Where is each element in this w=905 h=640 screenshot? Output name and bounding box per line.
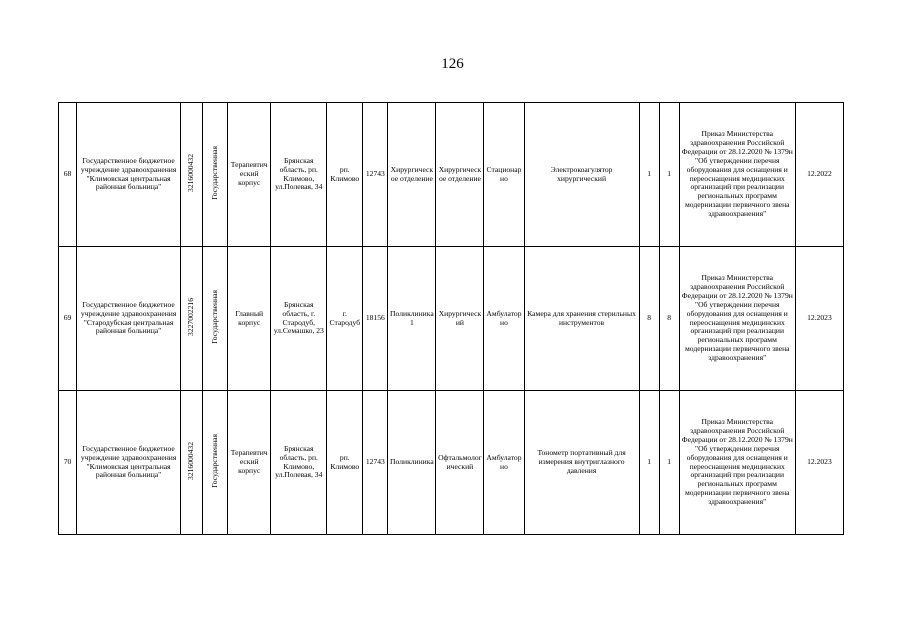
inn-value: 3227002216 — [186, 298, 196, 336]
locality: рп. Климово — [327, 391, 363, 535]
inn-value: 3216000432 — [186, 442, 196, 480]
regulation-order: Приказ Министерства здравоохранения Российской Федерации от 28.12.2020 № 1379н "Об утверждении перечня оборудования для оснащения и переоснащения медицинских организаций при реализации региональных программ модернизации первичного звена здравоохранения" — [679, 391, 795, 535]
unit-name: Поликлиника — [388, 391, 436, 535]
unit-name: Хирургическое отделение — [388, 103, 436, 247]
regulation-order: Приказ Министерства здравоохранения Российской Федерации от 28.12.2020 № 1379н "Об утверждении перечня оборудования для оснащения и переоснащения медицинских организаций при реализации региональных программ модернизации первичного звена здравоохранения" — [679, 247, 795, 391]
code: 12743 — [363, 103, 388, 247]
care-type: Стационарно — [484, 103, 524, 247]
ownership-cell — [203, 391, 228, 535]
ownership-value: Государственная — [209, 434, 219, 488]
care-type: Амбулаторно — [484, 391, 524, 535]
equipment-table — [58, 102, 844, 535]
inn-cell — [181, 391, 203, 535]
inn-value: 3216000432 — [186, 154, 196, 192]
ownership-value: Государственная — [209, 290, 219, 344]
equipment-name: Электрокоагулятор хирургический — [524, 103, 639, 247]
page-number: 126 — [441, 56, 464, 72]
ownership-value: Государственная — [209, 146, 219, 200]
code: 12743 — [363, 391, 388, 535]
table-row — [59, 391, 844, 535]
qty-planned: 1 — [659, 391, 679, 535]
profile-name: Хирургический — [436, 247, 484, 391]
ownership-cell — [203, 103, 228, 247]
qty-required: 1 — [639, 103, 659, 247]
qty-planned: 8 — [659, 247, 679, 391]
row-number: 69 — [59, 247, 77, 391]
address: Брянская область, рп. Климово, ул.Полевая, 34 — [271, 391, 327, 535]
row-number: 68 — [59, 103, 77, 247]
deadline-date: 12.2023 — [795, 391, 843, 535]
building-name: Терапевтический корпус — [228, 391, 271, 535]
organization-name: Государственное бюджетное учреждение здравоохранения "Климовская центральная районная больница" — [77, 391, 181, 535]
profile-name: Офтальмологический — [436, 391, 484, 535]
qty-required: 8 — [639, 247, 659, 391]
inn-cell — [181, 247, 203, 391]
qty-planned: 1 — [659, 103, 679, 247]
address: Брянская область, рп. Климово, ул.Полевая, 34 — [271, 103, 327, 247]
ownership-cell — [203, 247, 228, 391]
equipment-name: Тонометр портативный для измерения внутриглазного давления — [524, 391, 639, 535]
deadline-date: 12.2023 — [795, 247, 843, 391]
address: Брянская область, г. Стародуб, ул.Семашко, 23 — [271, 247, 327, 391]
care-type: Амбулаторно — [484, 247, 524, 391]
building-name: Терапевтический корпус — [228, 103, 271, 247]
profile-name: Хирургическое отделение — [436, 103, 484, 247]
locality: рп. Климово — [327, 103, 363, 247]
table-row — [59, 103, 844, 247]
locality: г. Стародуб — [327, 247, 363, 391]
equipment-name: Камера для хранения стерильных инструментов — [524, 247, 639, 391]
organization-name: Государственное бюджетное учреждение здравоохранения "Климовская центральная районная больница" — [77, 103, 181, 247]
inn-cell — [181, 103, 203, 247]
organization-name: Государственное бюджетное учреждение здравоохранения "Стародубская центральная районная больница" — [77, 247, 181, 391]
table-row — [59, 247, 844, 391]
building-name: Главный корпус — [228, 247, 271, 391]
regulation-order: Приказ Министерства здравоохранения Российской Федерации от 28.12.2020 № 1379н "Об утверждении перечня оборудования для оснащения и переоснащения медицинских организаций при реализации региональных программ модернизации первичного звена здравоохранения" — [679, 103, 795, 247]
row-number: 70 — [59, 391, 77, 535]
qty-required: 1 — [639, 391, 659, 535]
deadline-date: 12.2022 — [795, 103, 843, 247]
code: 18156 — [363, 247, 388, 391]
unit-name: Поликлиника 1 — [388, 247, 436, 391]
